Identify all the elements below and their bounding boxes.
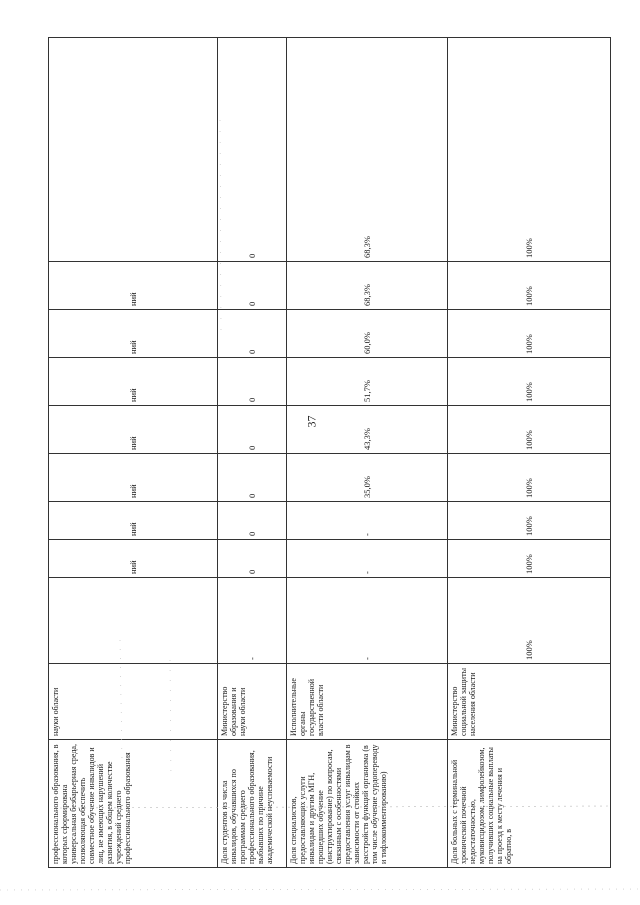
- value-cell: 35,0%: [287, 454, 448, 502]
- value-cell: -: [287, 540, 448, 578]
- value-cell: -: [287, 502, 448, 540]
- value-cell: 60,0%: [287, 310, 448, 358]
- year-header-cell: ний: [49, 262, 218, 310]
- table-row: [49, 38, 218, 868]
- value-cell: 68,3%: [287, 38, 448, 262]
- value-cell: 100%: [448, 38, 611, 262]
- value-cell: [49, 38, 218, 262]
- value-cell: 100%: [448, 310, 611, 358]
- value-cell: 0: [218, 262, 287, 310]
- year-header-cell: ний: [49, 454, 218, 502]
- table-row: [448, 38, 611, 868]
- value-cell: 0: [218, 540, 287, 578]
- indicator-cell: Доля студентов из числа инвалидов, обучавшихся по программам среднего профессионального образования, выбывших по причине академической неуспеваемости: [218, 740, 287, 868]
- value-cell: 100%: [448, 540, 611, 578]
- value-cell: 100%: [448, 502, 611, 540]
- value-cell: 0: [218, 310, 287, 358]
- table-row: [287, 38, 448, 868]
- year-header-cell: ний: [49, 310, 218, 358]
- year-header-cell: ний: [49, 502, 218, 540]
- value-cell: 0: [218, 38, 287, 262]
- year-header-cell: ний: [49, 540, 218, 578]
- indicator-cell: профессионального образования, в которых сформирована универсальная безбарьерная среда, позволяющая обеспечить совместное обучение инвалидов и лиц, не имеющих нарушений развития, в общем количестве учреждений среднего профессионального образования: [49, 740, 218, 868]
- value-cell: 0: [218, 358, 287, 406]
- value-cell: 68,3%: [287, 262, 448, 310]
- value-cell: 0: [218, 454, 287, 502]
- value-cell: 51,7%: [287, 358, 448, 406]
- base-value-cell: -: [218, 578, 287, 664]
- base-value-cell: [49, 578, 218, 664]
- value-cell: 100%: [448, 406, 611, 454]
- year-header-cell: ний: [49, 406, 218, 454]
- value-cell: 43,3%: [287, 406, 448, 454]
- indicator-cell: Доля больных с терминальной хронической почечной недостаточностью, муковисцидозом, лимфолейкозом, получивших социальные выплаты на проезд к месту лечения и обратно, в: [448, 740, 611, 868]
- page-number: 37: [304, 415, 319, 428]
- indicator-cell: Доля специалистов, предоставляющих услуги инвалидам и другим МГН, прошедших обучение (инструктирование) по вопросам, связанным с особенностями предоставления услуг инвалидам в зависимости от стойких расстройств функций организма (в том числе обучение сурдопереводу и тифлокомментированию): [287, 740, 448, 868]
- value-cell: 0: [218, 502, 287, 540]
- responsible-cell: науки области: [49, 664, 218, 740]
- base-value-cell: -: [287, 578, 448, 664]
- value-cell: 100%: [448, 358, 611, 406]
- responsible-cell: Министерство социальной защиты населения области: [448, 664, 611, 740]
- indicators-table: [48, 37, 611, 868]
- table-wrapper: [51, 30, 603, 864]
- value-cell: 100%: [448, 262, 611, 310]
- responsible-cell: Исполнительные органы государственной власти области: [287, 664, 448, 740]
- table-row: [218, 38, 287, 868]
- value-cell: 100%: [448, 454, 611, 502]
- base-value-cell: 100%: [448, 578, 611, 664]
- value-cell: 0: [218, 406, 287, 454]
- year-header-cell: ний: [49, 358, 218, 406]
- responsible-cell: Министерство образования и науки области: [218, 664, 287, 740]
